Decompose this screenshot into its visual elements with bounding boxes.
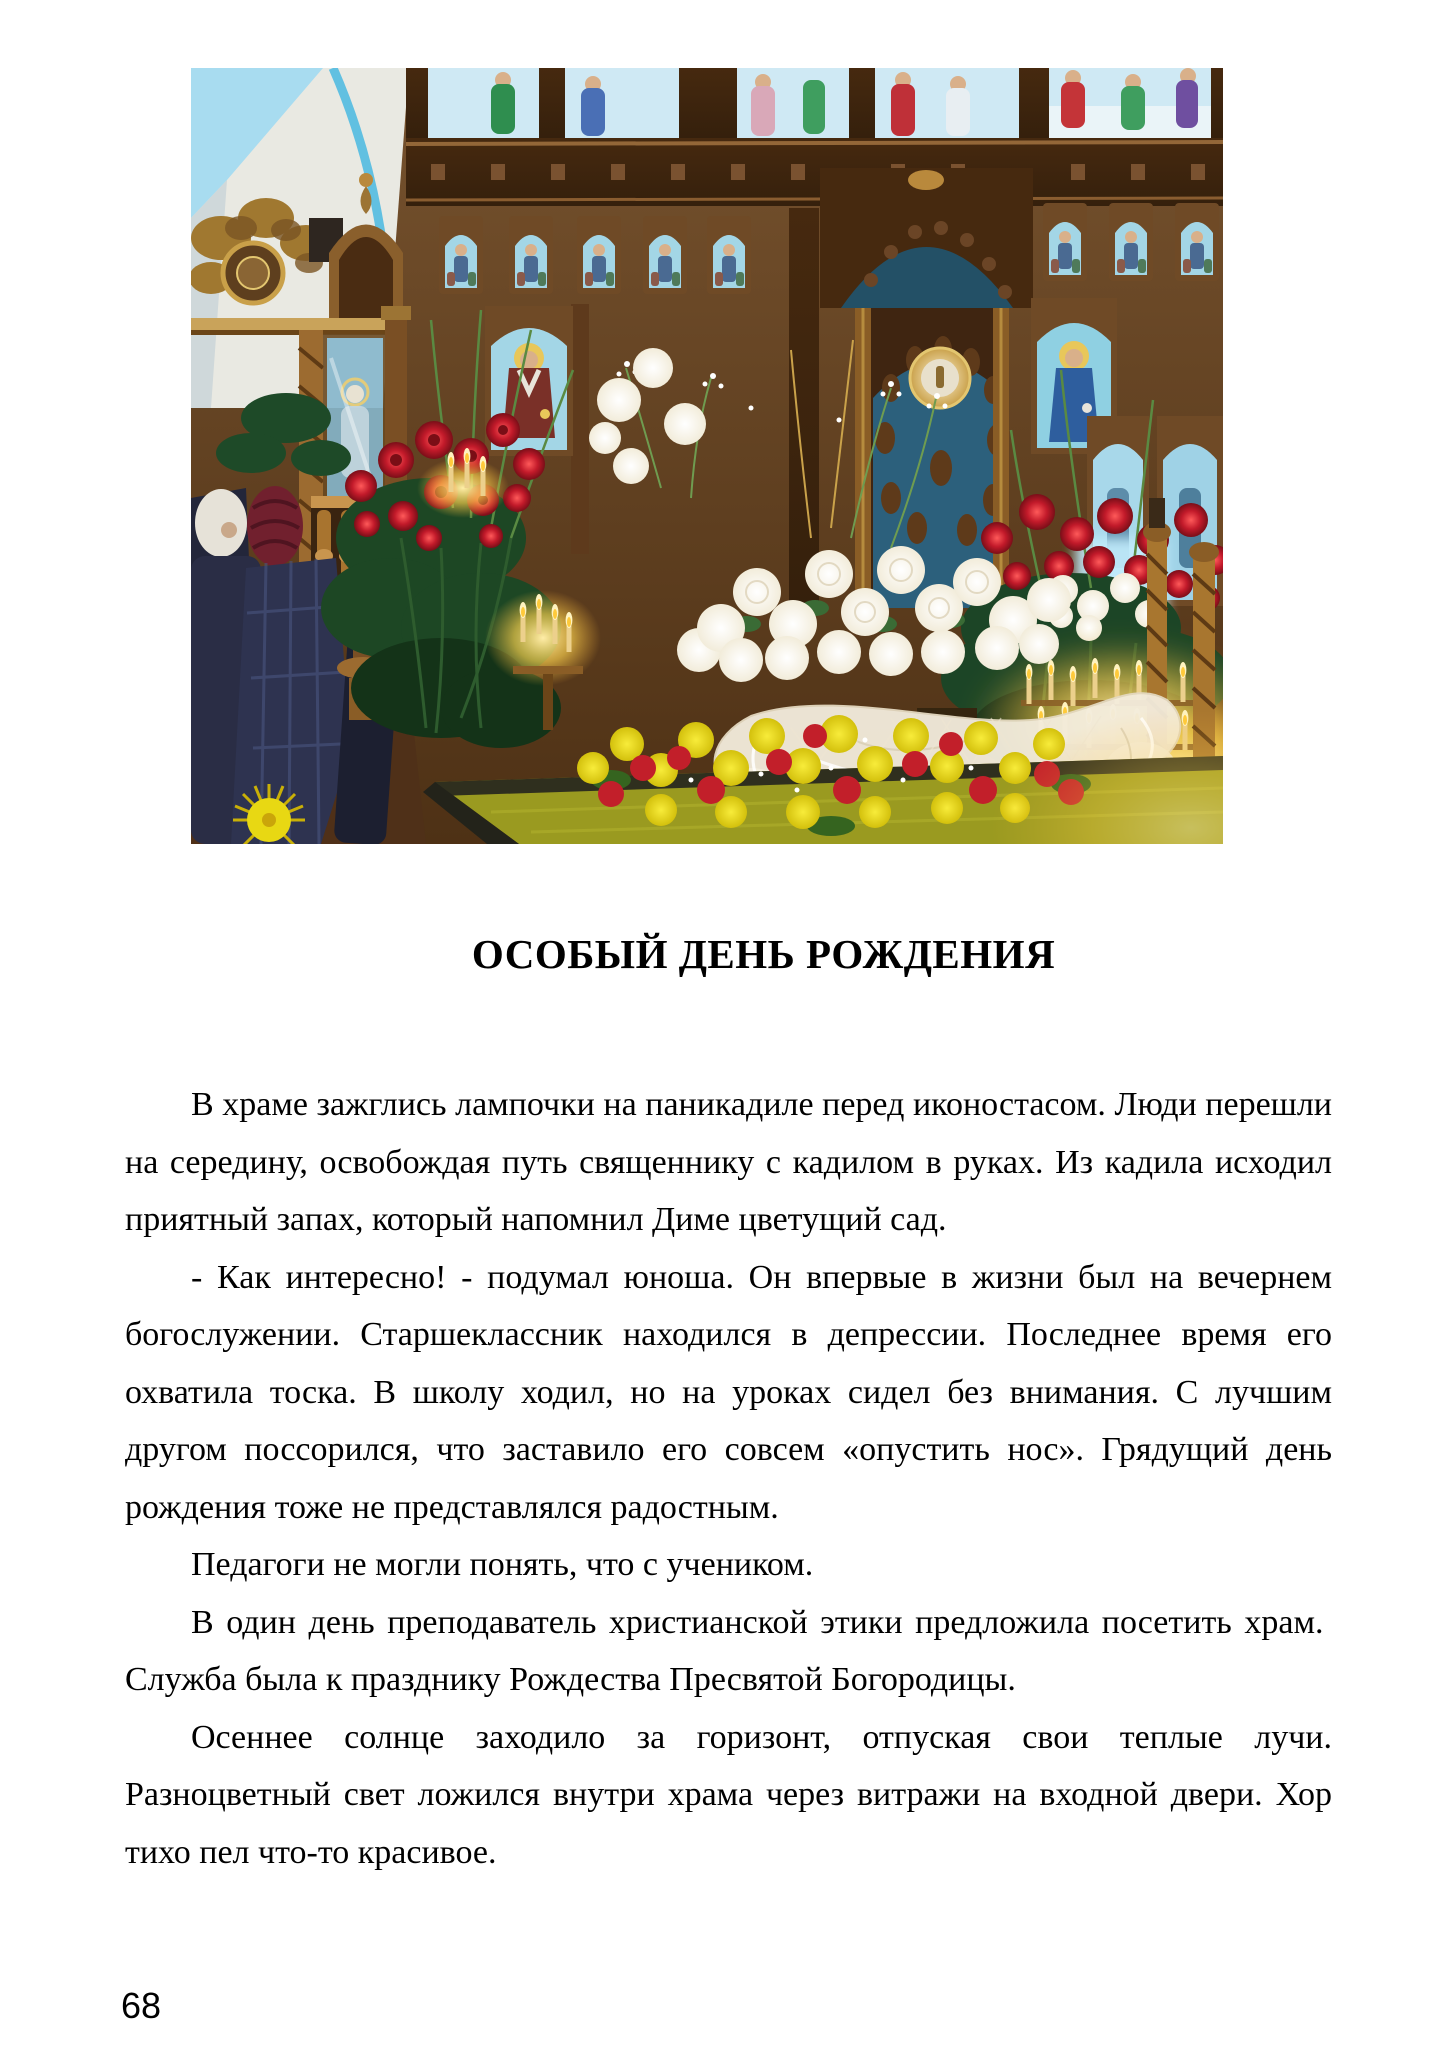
royal-doors-crown — [820, 168, 1033, 308]
story-paragraph: Осеннее солнце заходило за горизонт, отпуская свои теплые лучи. Разноцветный свет ложился внутри храма через витражи на входной двери. Хор тихо пел что-то красивое. — [125, 1718, 1332, 1871]
church-interior-photo — [191, 68, 1223, 844]
white-headscarf — [195, 489, 247, 557]
story-paragraph: В храме зажглись лампочки на паникадиле перед иконостасом. Люди перешли на середину, освобождая путь священнику с кадилом в руках. Из кадила исходил приятный запах, который напомнил Диме цветущий сад. — [125, 1086, 1332, 1238]
church-photo-graphic — [191, 68, 1223, 844]
wood-pilaster-2 — [571, 304, 589, 554]
story-paragraph: - Как интересно! - подумал юноша. Он впервые в жизни был на вечернем богослужении. Старшеклассник находился в депрессии. Последнее время его охватила тоска. В школу ходил, но на уроках сидел без внимания. С лучшим другом поссорился, что заставило его совсем «опустить нос». Грядущий день рождения тоже не представлялся радостным. — [125, 1258, 1332, 1526]
story-paragraph: В один день преподаватель христианской этики предложила посетить храм. Служба была к празднику Рождества Пресвятой Богородицы. — [125, 1603, 1332, 1698]
story-title: ОСОБЫЙ ДЕНЬ РОЖДЕНИЯ — [471, 931, 1056, 977]
iconostasis-top-icons — [406, 68, 1223, 138]
page-number: 68 — [121, 1985, 162, 2026]
story-text — [125, 1076, 1332, 1881]
iconostasis-cornice — [406, 138, 1223, 206]
wood-pilaster — [789, 208, 819, 604]
story-paragraph: Педагоги не могли понять, что с учеником. — [191, 1546, 814, 1583]
